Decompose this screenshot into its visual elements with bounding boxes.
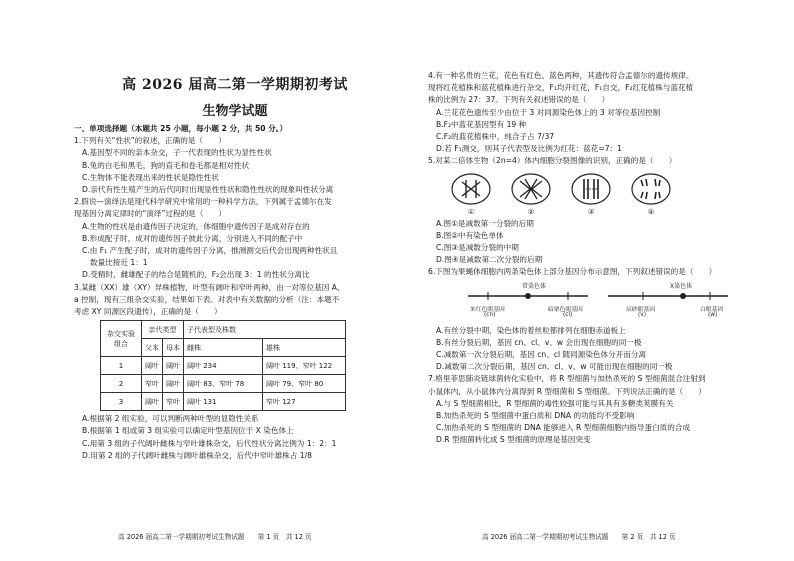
cross-table <box>100 320 346 411</box>
cell-father: 阔叶 <box>142 393 163 411</box>
th-parent: 亲代类型 <box>142 321 184 339</box>
q6-option-d: D.减数第二次分裂后期，基因 cn、cl、v、w 可能出现在细胞的同一极 <box>436 362 673 372</box>
table-row <box>101 357 346 375</box>
gene-label-cn: 朱红色眼基因 <box>470 306 505 313</box>
gene-code-w: (w) <box>708 311 718 318</box>
q5-option-c: C.图③是减数分裂的中期 <box>436 243 519 253</box>
cell-mother: 窄叶 <box>163 393 184 411</box>
q7-stem-line-2: 小鼠体内，从小鼠体内分离得到 R 型细菌和 S 型细菌。下列说法正确的是（ ） <box>428 386 706 396</box>
q1-option-c: C.生物体不能表现出来的性状是隐性性状 <box>82 172 219 182</box>
q4-option-c: C.F₂的蓝花植株中，纯合子占 7/37 <box>436 132 555 142</box>
cell-group: 3 <box>101 393 142 411</box>
cell-diagram-icon <box>570 172 612 206</box>
cell-group: 1 <box>101 357 142 375</box>
q4-stem-line-1: 4.有一种名贵的兰花，花色有红色、蓝色两种，其遗传符合孟德尔的遗传规律。 <box>428 71 694 80</box>
q2-stem-line-2: 现基因分离定律时的“演绎”过程的是（ ） <box>74 209 227 219</box>
q1-option-d: D.亲代有性生殖产生的后代同时出现显性性状和隐性性状的现象叫性状分离 <box>82 185 334 195</box>
cell-male: 阔叶 79、窄叶 80 <box>263 375 346 393</box>
th-male: 雄株 <box>263 339 346 357</box>
q6-option-b: B.有丝分裂后期，基因 cn、cl、v、w 会出现在细胞的同一极 <box>436 337 642 347</box>
cell-female: 阔叶 234 <box>184 357 263 375</box>
th-mother: 母本 <box>163 339 184 357</box>
gene-code-v: (v) <box>638 311 646 318</box>
cell-label: ② <box>527 207 535 216</box>
q3-option-d: D.用第 2 组的子代阔叶雌株与阔叶雄株杂交，后代中窄叶雄株占 1/8 <box>82 450 312 460</box>
section-heading: 一、单项选择题（本题共 25 小题，每小题 2 分，共 50 分。） <box>74 124 288 133</box>
q6-stem: 6.下图为果蝇体细胞内两条染色体上部分基因分布示意图，下列叙述错误的是（ ） <box>428 267 717 277</box>
q2-option-b: B.形成配子时，成对的遗传因子彼此分离，分别进入不同的配子中 <box>82 233 303 243</box>
right-page <box>428 70 764 447</box>
q4-option-b: B.F₂中蓝花基因型有 19 种 <box>436 119 527 129</box>
q2-option-a: A.生物的性状是由遗传因子决定的，体细胞中遗传因子是成对存在的 <box>82 221 310 231</box>
q7-stem-line-1: 7.格里菲思肺炎链球菌转化实验中，将 R 型细菌与加热杀死的 S 型细菌混合注射到 <box>428 374 706 384</box>
q4-option-d: D.若 F₁测交，则其子代表型及比例为红花：蓝花=7：1 <box>436 144 622 154</box>
q2-option-c-cont: 数量比接近 1：1 <box>90 258 148 268</box>
q2-option-d: D.受精时，雌雄配子的结合是随机的，F₂会出现 3：1 的性状分离比 <box>82 270 310 280</box>
cell-female: 阔叶 131 <box>184 393 263 411</box>
left-footer: 高 2026 届高二第一学期期初考试生物试题 第 1 页 共 12 页 <box>118 533 312 541</box>
chromosome-diagram <box>428 281 764 321</box>
cell-group: 2 <box>101 375 142 393</box>
q2-stem-line-1: 2.假说—演绎法是现代科学研究中常用的一种科学方法，下列属于孟德尔在发 <box>74 197 332 207</box>
q4-stem-line-3: 株的比例为 27：37。下列有关叙述错误的是（ ） <box>428 95 610 105</box>
q1-stem: 1.下列有关“性状”的叙述，正确的是（ ） <box>74 136 226 146</box>
cell-father: 窄叶 <box>142 375 163 393</box>
exam-title: 高 2026 届高二第一学期期初考试 <box>122 77 348 93</box>
cell-figure-3 <box>570 172 612 216</box>
q3-option-c: C.用第 3 组的子代阔叶雌株与窄叶雄株杂交，后代性状分离比例为 1：2：1 <box>82 438 337 448</box>
q5-option-a: A.图①是减数第一分裂的后期 <box>436 218 534 228</box>
left-page <box>74 70 396 462</box>
q7-option-b: B.加热杀死的 S 型细菌中蛋白质和 DNA 的功能均不受影响 <box>436 411 635 421</box>
cell-label: ③ <box>587 207 595 216</box>
gene-code-cl: (cl) <box>563 311 573 318</box>
table-row <box>101 375 346 393</box>
cell-mother: 阔叶 <box>163 375 184 393</box>
cell-label: ④ <box>647 207 655 216</box>
table-row <box>101 393 346 411</box>
autosome-label: 常染色体 <box>522 282 547 290</box>
cell-diagram-icon <box>630 172 672 206</box>
q5-stem: 5.对某二倍体生物（2n=4）体内细胞分裂图像的识别，正确的是（ ） <box>428 156 677 166</box>
cell-figure-2 <box>510 172 552 216</box>
cell-division-figures <box>450 172 764 216</box>
gene-label-w: 白眼基因 <box>700 306 724 313</box>
q6-option-c: C.减数第一次分裂后期，基因 cn、cl 随同源染色体分开而分离 <box>436 350 647 360</box>
cell-mother: 阔叶 <box>163 357 184 375</box>
th-group: 杂交实验组合 <box>101 321 142 357</box>
th-father: 父本 <box>142 339 163 357</box>
q5-option-b: B.图②中有染色单体 <box>436 230 504 240</box>
right-footer: 高 2026 届高二第一学期期初考试生物试题 第 2 页 共 12 页 <box>482 533 676 541</box>
cell-diagram-icon <box>510 172 552 206</box>
cell-figure-4 <box>630 172 672 216</box>
cell-male: 阔叶 119、窄叶 122 <box>263 357 346 375</box>
q3-option-b: B.根据第 1 组或第 3 组实验可以确定叶型基因位于 X 染色体上 <box>82 426 294 436</box>
th-female: 雌株 <box>184 339 263 357</box>
q1-option-a: A.基因型不同的亲本杂交，子一代表现的性状为显性性状 <box>82 148 272 158</box>
q3-option-a: A.根据第 2 组实验，可以判断两种叶型的显隐性关系 <box>82 414 259 424</box>
th-offspring: 子代表型及株数 <box>184 321 346 339</box>
q1-option-b: B.兔的白毛和黑毛，狗的直毛和卷毛都是相对性状 <box>82 160 250 170</box>
cell-female: 阔叶 83、窄叶 78 <box>184 375 263 393</box>
q2-option-c: C.由 F₁ 产生配子时，成对的遗传因子分离，推测测交后代会出现两种性状且 <box>82 246 338 256</box>
q3-stem-line-3: 考虑 XY 同源区段遗传），正确的是（ ） <box>74 307 222 317</box>
gene-label-cl: 暗栗色眼基因 <box>548 306 583 313</box>
cell-diagram-icon <box>450 172 492 206</box>
exam-subtitle: 生物学试题 <box>202 104 268 119</box>
cell-figure-1 <box>450 172 492 216</box>
x-chromosome-label: X染色体 <box>670 282 693 290</box>
q4-option-a: A.兰花花色遗传至少由位于 3 对同源染色体上的 3 对等位基因控制 <box>436 107 661 117</box>
q4-stem-line-2: 现将红花植株和蓝花植株进行杂交，F₁均开红花，F₁自交，F₂红花植株与蓝花植 <box>428 83 694 93</box>
gene-code-cn: (cn) <box>484 311 496 318</box>
cell-label: ① <box>467 207 475 216</box>
cell-male: 窄叶 127 <box>263 393 346 411</box>
q6-option-a: A.有丝分裂中期，染色体的着丝粒都排列在细胞赤道板上 <box>436 325 626 335</box>
q3-stem-line-2: a 控制，现有三组杂交实验，结果如下表。对表中有关数据的分析（注：本题不 <box>74 294 340 304</box>
q5-option-d: D.图④是减数第二次分裂的后期 <box>436 255 543 265</box>
q7-option-a: A.与 S 型细菌相比，R 型细菌的毒性较强可能与其具有多糖类荚膜有关 <box>436 398 674 408</box>
q7-option-c: C.加热杀死的 S 型细菌的 DNA 能够进入 R 型细菌细胞内指导蛋白质的合成 <box>436 423 691 433</box>
cell-father: 阔叶 <box>142 357 163 375</box>
q3-stem-line-1: 3.某雌（XX）雄（XY）异株植物，叶型有阔叶和窄叶两种，由一对等位基因 A、 <box>74 282 345 292</box>
q7-option-d: D.R 型细菌转化成 S 型细菌的原理是基因突变 <box>436 435 591 445</box>
gene-label-v: 辰砂眼基因 <box>626 306 655 313</box>
